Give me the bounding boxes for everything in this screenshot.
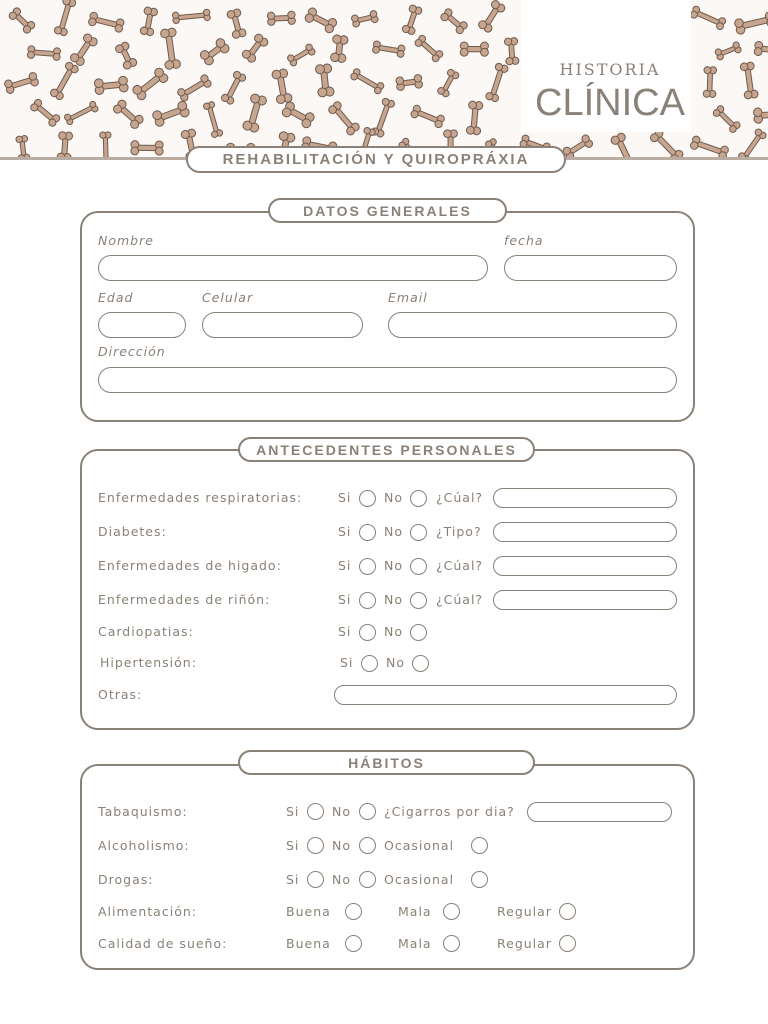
email-label: Email — [388, 290, 428, 305]
fecha-field[interactable] — [504, 255, 677, 281]
fecha-label: fecha — [504, 233, 544, 248]
ante-no-label: No — [384, 592, 403, 607]
buena-radio[interactable] — [345, 935, 362, 952]
subtitle-pill: REHABILITACIÓN Y QUIROPRÁXIA — [186, 146, 566, 173]
ante-no-label: No — [384, 624, 403, 639]
ante-si-radio[interactable] — [359, 624, 376, 641]
ante-ask-label: ¿Cúal? — [436, 490, 484, 505]
ante-no-label: No — [384, 524, 403, 539]
habito-extra-label: Ocasional — [384, 872, 455, 887]
habito-extra-label: Ocasional — [384, 838, 455, 853]
habito-regular-label: Regular — [497, 904, 552, 919]
habito-buena-label: Buena — [286, 936, 331, 951]
habito-extra-label: ¿Cigarros por dia? — [384, 804, 515, 819]
habito-row-label: Tabaquismo: — [98, 804, 188, 819]
habito-si-label: Si — [286, 838, 300, 853]
celular-field[interactable] — [202, 312, 363, 338]
antecedentes-title: ANTECEDENTES PERSONALES — [238, 437, 535, 462]
habito-row-label: Calidad de sueño: — [98, 936, 228, 951]
habito-buena-label: Buena — [286, 904, 331, 919]
ante-no-radio[interactable] — [410, 524, 427, 541]
ante-row-label: Enfermedades respiratorias: — [98, 490, 303, 505]
direccion-field[interactable] — [98, 367, 677, 393]
habito-si-label: Si — [286, 872, 300, 887]
regular-radio[interactable] — [559, 935, 576, 952]
ante-no-label: No — [386, 655, 405, 670]
ante-si-radio[interactable] — [359, 558, 376, 575]
habito-row-label: Alcoholismo: — [98, 838, 190, 853]
edad-field[interactable] — [98, 312, 186, 338]
ante-row-label: Diabetes: — [98, 524, 167, 539]
direccion-label: Dirección — [98, 344, 166, 359]
otras-field[interactable] — [334, 685, 677, 705]
habito-no-radio[interactable] — [359, 837, 376, 854]
habito-no-label: No — [332, 804, 351, 819]
ocasional-radio[interactable] — [471, 837, 488, 854]
nombre-label: Nombre — [98, 233, 154, 248]
ante-no-radio[interactable] — [410, 592, 427, 609]
ocasional-radio[interactable] — [471, 871, 488, 888]
habito-si-radio[interactable] — [307, 871, 324, 888]
ante-ask-label: ¿Cúal? — [436, 592, 484, 607]
ante-si-label: Si — [338, 490, 352, 505]
ante-ask-field[interactable] — [493, 556, 677, 576]
habito-no-radio[interactable] — [359, 871, 376, 888]
habito-no-label: No — [332, 872, 351, 887]
ante-no-radio[interactable] — [410, 490, 427, 507]
ante-row-label: Otras: — [98, 687, 143, 702]
title-historia: HISTORIA — [559, 60, 661, 79]
ante-si-radio[interactable] — [361, 655, 378, 672]
ante-si-radio[interactable] — [359, 524, 376, 541]
ante-ask-field[interactable] — [493, 488, 677, 508]
ante-no-label: No — [384, 558, 403, 573]
ante-no-radio[interactable] — [410, 624, 427, 641]
habito-no-label: No — [332, 838, 351, 853]
mala-radio[interactable] — [443, 935, 460, 952]
habito-no-radio[interactable] — [359, 803, 376, 820]
datos-generales-title: DATOS GENERALES — [268, 198, 507, 223]
habito-mala-label: Mala — [398, 936, 432, 951]
habito-row-label: Alimentación: — [98, 904, 197, 919]
buena-radio[interactable] — [345, 903, 362, 920]
ante-no-radio[interactable] — [410, 558, 427, 575]
habito-si-radio[interactable] — [307, 837, 324, 854]
ante-row-label: Enfermedades de riñón: — [98, 592, 271, 607]
ante-row-label: Cardiopatias: — [98, 624, 194, 639]
habito-si-radio[interactable] — [307, 803, 324, 820]
ante-no-label: No — [384, 490, 403, 505]
ante-si-label: Si — [340, 655, 354, 670]
ante-ask-field[interactable] — [493, 522, 677, 542]
cigarros-field[interactable] — [527, 802, 672, 822]
ante-ask-label: ¿Tipo? — [436, 524, 482, 539]
nombre-field[interactable] — [98, 255, 488, 281]
regular-radio[interactable] — [559, 903, 576, 920]
title-clinica: CLÍNICA — [535, 82, 685, 124]
habito-mala-label: Mala — [398, 904, 432, 919]
ante-ask-field[interactable] — [493, 590, 677, 610]
ante-ask-label: ¿Cúal? — [436, 558, 484, 573]
ante-si-label: Si — [338, 592, 352, 607]
ante-si-label: Si — [338, 558, 352, 573]
ante-si-label: Si — [338, 624, 352, 639]
habito-row-label: Drogas: — [98, 872, 154, 887]
email-field[interactable] — [388, 312, 677, 338]
mala-radio[interactable] — [443, 903, 460, 920]
celular-label: Celular — [202, 290, 254, 305]
ante-no-radio[interactable] — [412, 655, 429, 672]
habitos-title: HÁBITOS — [238, 750, 535, 775]
habito-regular-label: Regular — [497, 936, 552, 951]
ante-row-label: Hipertensión: — [100, 655, 197, 670]
ante-si-label: Si — [338, 524, 352, 539]
ante-si-radio[interactable] — [359, 592, 376, 609]
ante-row-label: Enfermedades de higado: — [98, 558, 282, 573]
ante-si-radio[interactable] — [359, 490, 376, 507]
habito-si-label: Si — [286, 804, 300, 819]
edad-label: Edad — [98, 290, 134, 305]
